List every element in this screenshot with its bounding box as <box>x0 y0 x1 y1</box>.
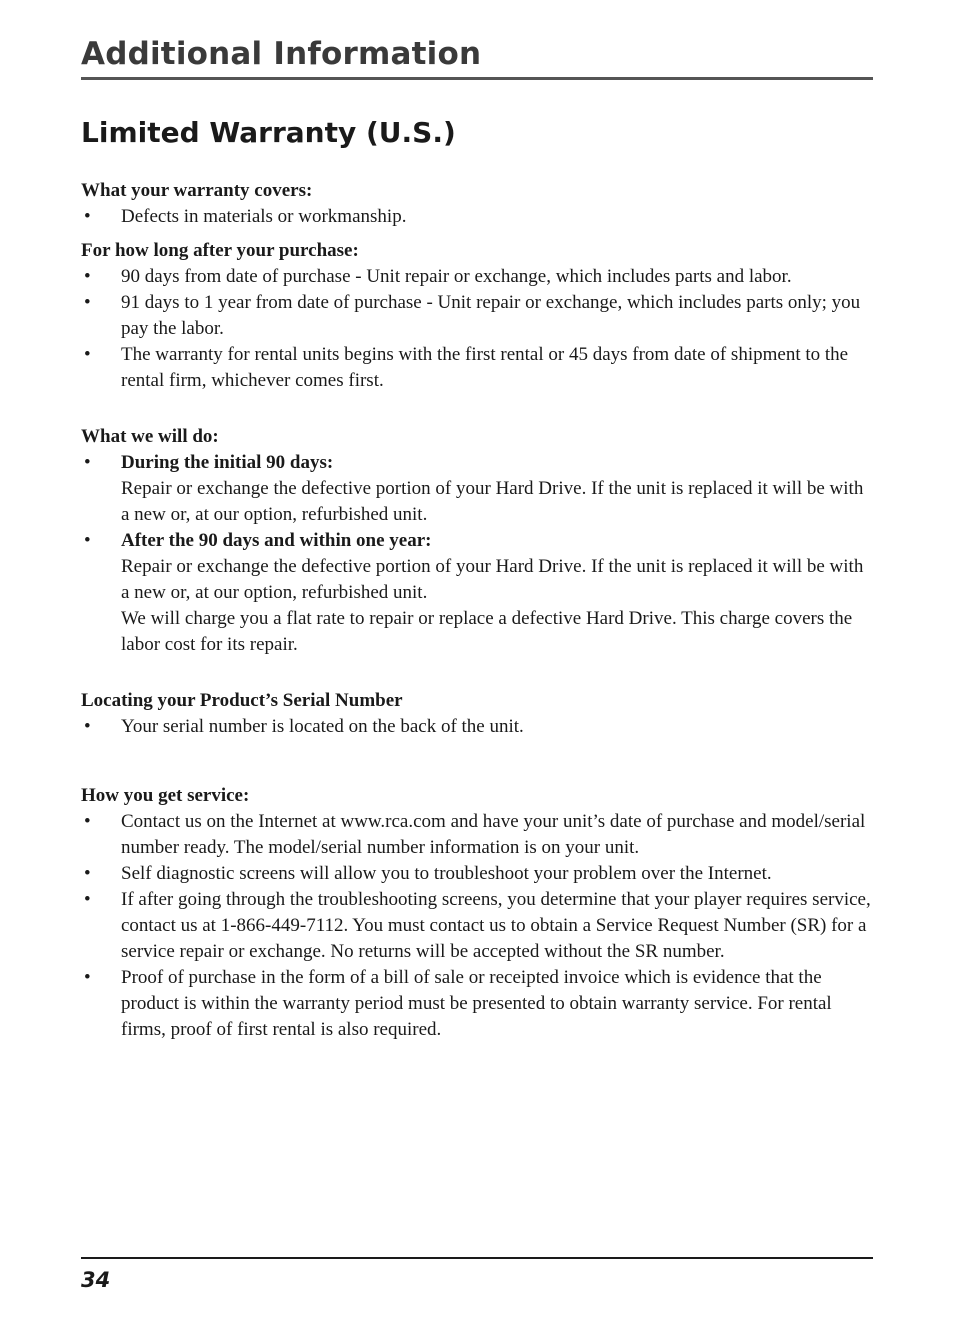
footer-rule <box>81 1257 873 1259</box>
page-title: Limited Warranty (U.S.) <box>81 116 456 149</box>
bullet: • <box>84 863 91 884</box>
section-heading-will-do: What we will do: <box>81 426 219 447</box>
bullet: • <box>84 716 91 737</box>
list-item: • Your serial number is located on the back of the unit. <box>81 714 873 740</box>
bullet: • <box>84 811 91 832</box>
list-item: • Defects in materials or workmanship. <box>81 204 873 230</box>
item-title: During the initial 90 days: <box>121 452 334 473</box>
list-item: • 90 days from date of purchase - Unit repair or exchange, which includes parts and labor. <box>81 264 873 290</box>
service-list <box>81 809 873 1043</box>
bullet: • <box>84 344 91 365</box>
serial-list <box>81 714 873 740</box>
chapter-title: Additional Information <box>81 36 482 72</box>
item-title: After the 90 days and within one year: <box>121 530 432 551</box>
list-item: • If after going through the troubleshooting screens, you determine that your player requires service, contact us at 1-866-449-7112. You must contact us to obtain a Service Request Number (SR) for a service repair or exchange. No returns will be accepted without the SR number. <box>84 889 871 962</box>
will-do-list <box>81 450 873 658</box>
item-paragraph: Repair or exchange the defective portion of your Hard Drive. If the unit is replaced it will be with a new or, at our option, refurbished unit. <box>121 478 864 525</box>
list-item <box>81 528 873 658</box>
covers-list <box>81 204 873 230</box>
item-paragraph: Repair or exchange the defective portion of your Hard Drive. If the unit is replaced it will be with a new or, at our option, refurbished unit. <box>121 556 864 603</box>
page-number: 34 <box>81 1268 111 1292</box>
bullet: • <box>84 206 91 227</box>
list-item: • Proof of purchase in the form of a bill of sale or receipted invoice which is evidence that the product is within the warranty period must be presented to obtain warranty service. For rental firms, proof of first rental is also required. <box>84 967 832 1040</box>
list-item: • Contact us on the Internet at www.rca.com and have your unit’s date of purchase and model/serial number ready. The model/serial number information is on your unit. <box>84 811 866 858</box>
chapter-rule <box>81 77 873 80</box>
bullet: • <box>84 967 91 988</box>
section-heading-covers: What your warranty covers: <box>81 180 313 201</box>
section-heading-duration: For how long after your purchase: <box>81 240 359 261</box>
bullet: • <box>84 530 91 551</box>
duration-list <box>81 264 873 394</box>
bullet: • <box>84 889 91 910</box>
bullet: • <box>84 266 91 287</box>
section-heading-serial: Locating your Product’s Serial Number <box>81 690 403 711</box>
item-paragraph: We will charge you a flat rate to repair or replace a defective Hard Drive. This charge covers the labor cost for its repair. <box>121 608 853 655</box>
list-item <box>81 450 873 528</box>
bullet: • <box>84 292 91 313</box>
warranty-content <box>81 178 873 1043</box>
list-item: • Self diagnostic screens will allow you to troubleshoot your problem over the Internet. <box>81 861 873 887</box>
list-item: • 91 days to 1 year from date of purchase - Unit repair or exchange, which includes parts only; you pay the labor. <box>84 292 861 339</box>
list-item: • The warranty for rental units begins with the first rental or 45 days from date of shipment to the rental firm, whichever comes first. <box>84 344 849 391</box>
bullet: • <box>84 452 91 473</box>
section-heading-service: How you get service: <box>81 785 250 806</box>
